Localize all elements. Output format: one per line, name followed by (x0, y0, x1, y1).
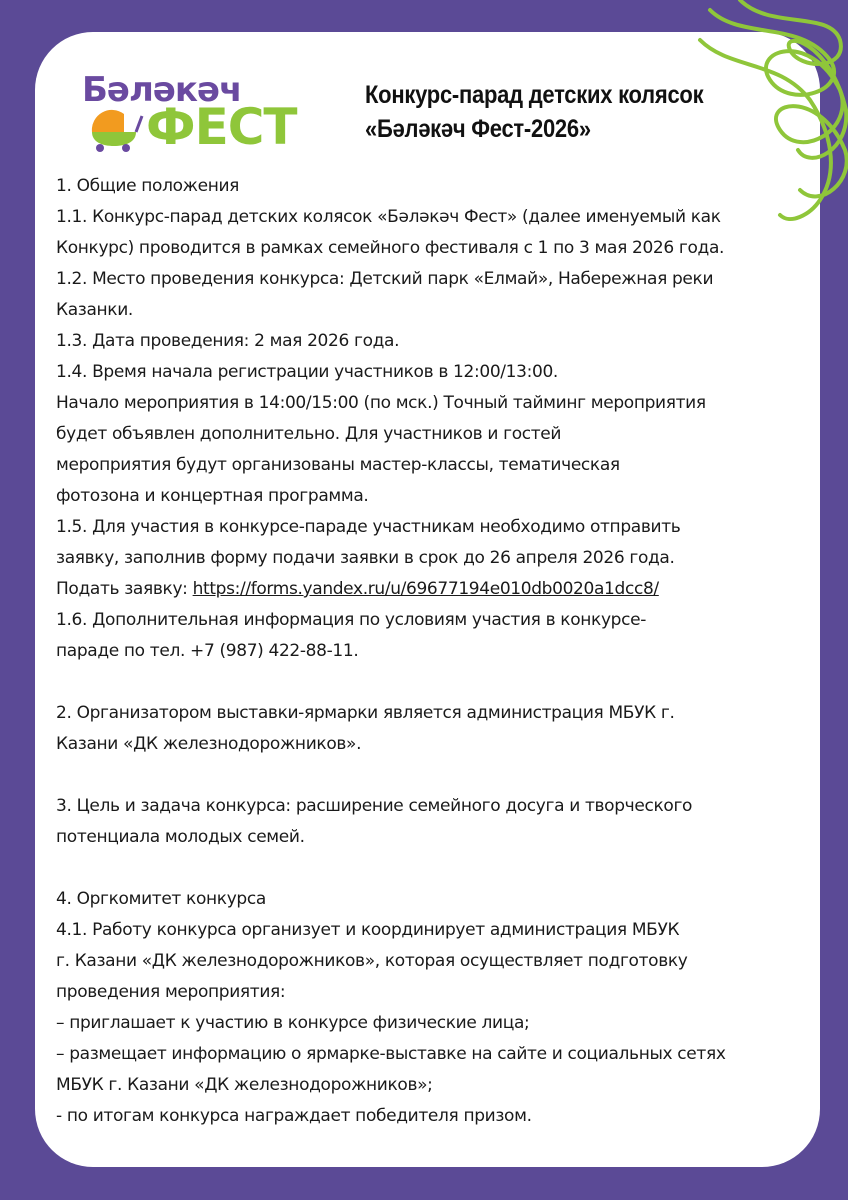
text-line: г. Казани «ДК железнодорожников», которая осуществляет подготовку (56, 951, 688, 971)
festival-logo (80, 70, 342, 156)
logo-text-top: Бәләкәч (82, 70, 242, 110)
text-line: 1.6. Дополнительная информация по условиям участия в конкурсе- (56, 610, 646, 630)
text-line: 1.2. Место проведения конкурса: Детский парк «Елмай», Набережная реки (56, 269, 714, 289)
text-line: - по итогам конкурса награждает победителя призом. (56, 1106, 532, 1126)
title-line-2: «Бәләкәч Фест-2026» (365, 115, 591, 143)
logo-text-bottom: ФЕСТ (146, 98, 297, 156)
text-line: 1.4. Время начала регистрации участников в 12:00/13:00. (56, 362, 558, 382)
text-line: мероприятия будут организованы мастер-классы, тематическая (56, 455, 620, 475)
text-line: 2. Организатором выставки-ярмарки является администрация МБУК г. (56, 703, 675, 723)
text-line: Начало мероприятия в 14:00/15:00 (по мск.) Точный тайминг мероприятия (56, 393, 706, 413)
text-line: 3. Цель и задача конкурса: расширение семейного досуга и творческого (56, 796, 693, 816)
text-line: Конкурс) проводится в рамках семейного фестиваля с 1 по 3 мая 2026 года. (56, 238, 725, 258)
stroller-icon (80, 106, 150, 152)
text-line: – приглашает к участию в конкурсе физические лица; (56, 1013, 530, 1033)
spacer (56, 760, 816, 791)
text-line: Казани «ДК железнодорожников». (56, 734, 362, 754)
text-line: параде по тел. +7 (987) 422-88-11. (56, 641, 359, 661)
text-line: 1.5. Для участия в конкурсе-параде участникам необходимо отправить (56, 517, 681, 537)
text-line: 4.1. Работу конкурса организует и координирует администрация МБУК (56, 920, 680, 940)
text-line: будет объявлен дополнительно. Для участников и гостей (56, 424, 562, 444)
text-line: проведения мероприятия: (56, 982, 286, 1002)
text-line: Казанки. (56, 300, 133, 320)
spacer (56, 853, 816, 884)
text-line: фотозона и концертная программа. (56, 486, 369, 506)
text-line: – размещает информацию о ярмарке-выставке на сайте и социальных сетях (56, 1044, 726, 1064)
text-line: МБУК г. Казани «ДК железнодорожников»; (56, 1075, 433, 1095)
application-line (56, 574, 816, 605)
regulations-text (56, 171, 816, 1132)
text-line: заявку, заполнив форму подачи заявки в срок до 26 апреля 2026 года. (56, 548, 675, 568)
section-heading: 4. Оргкомитет конкурса (56, 889, 266, 909)
title-line-1: Конкурс-парад детских колясок (365, 81, 704, 109)
section-heading: 1. Общие положения (56, 176, 240, 196)
application-form-link[interactable]: https://forms.yandex.ru/u/69677194e010db0020a1dcc8/ (192, 579, 659, 599)
spacer (56, 667, 816, 698)
page-title (365, 78, 735, 146)
text-line: 1.1. Конкурс-парад детских колясок «Бәләкәч Фест» (далее именуемый как (56, 207, 721, 227)
application-label: Подать заявку: (56, 579, 193, 599)
text-line: потенциала молодых семей. (56, 827, 305, 847)
text-line: 1.3. Дата проведения: 2 мая 2026 года. (56, 331, 400, 351)
